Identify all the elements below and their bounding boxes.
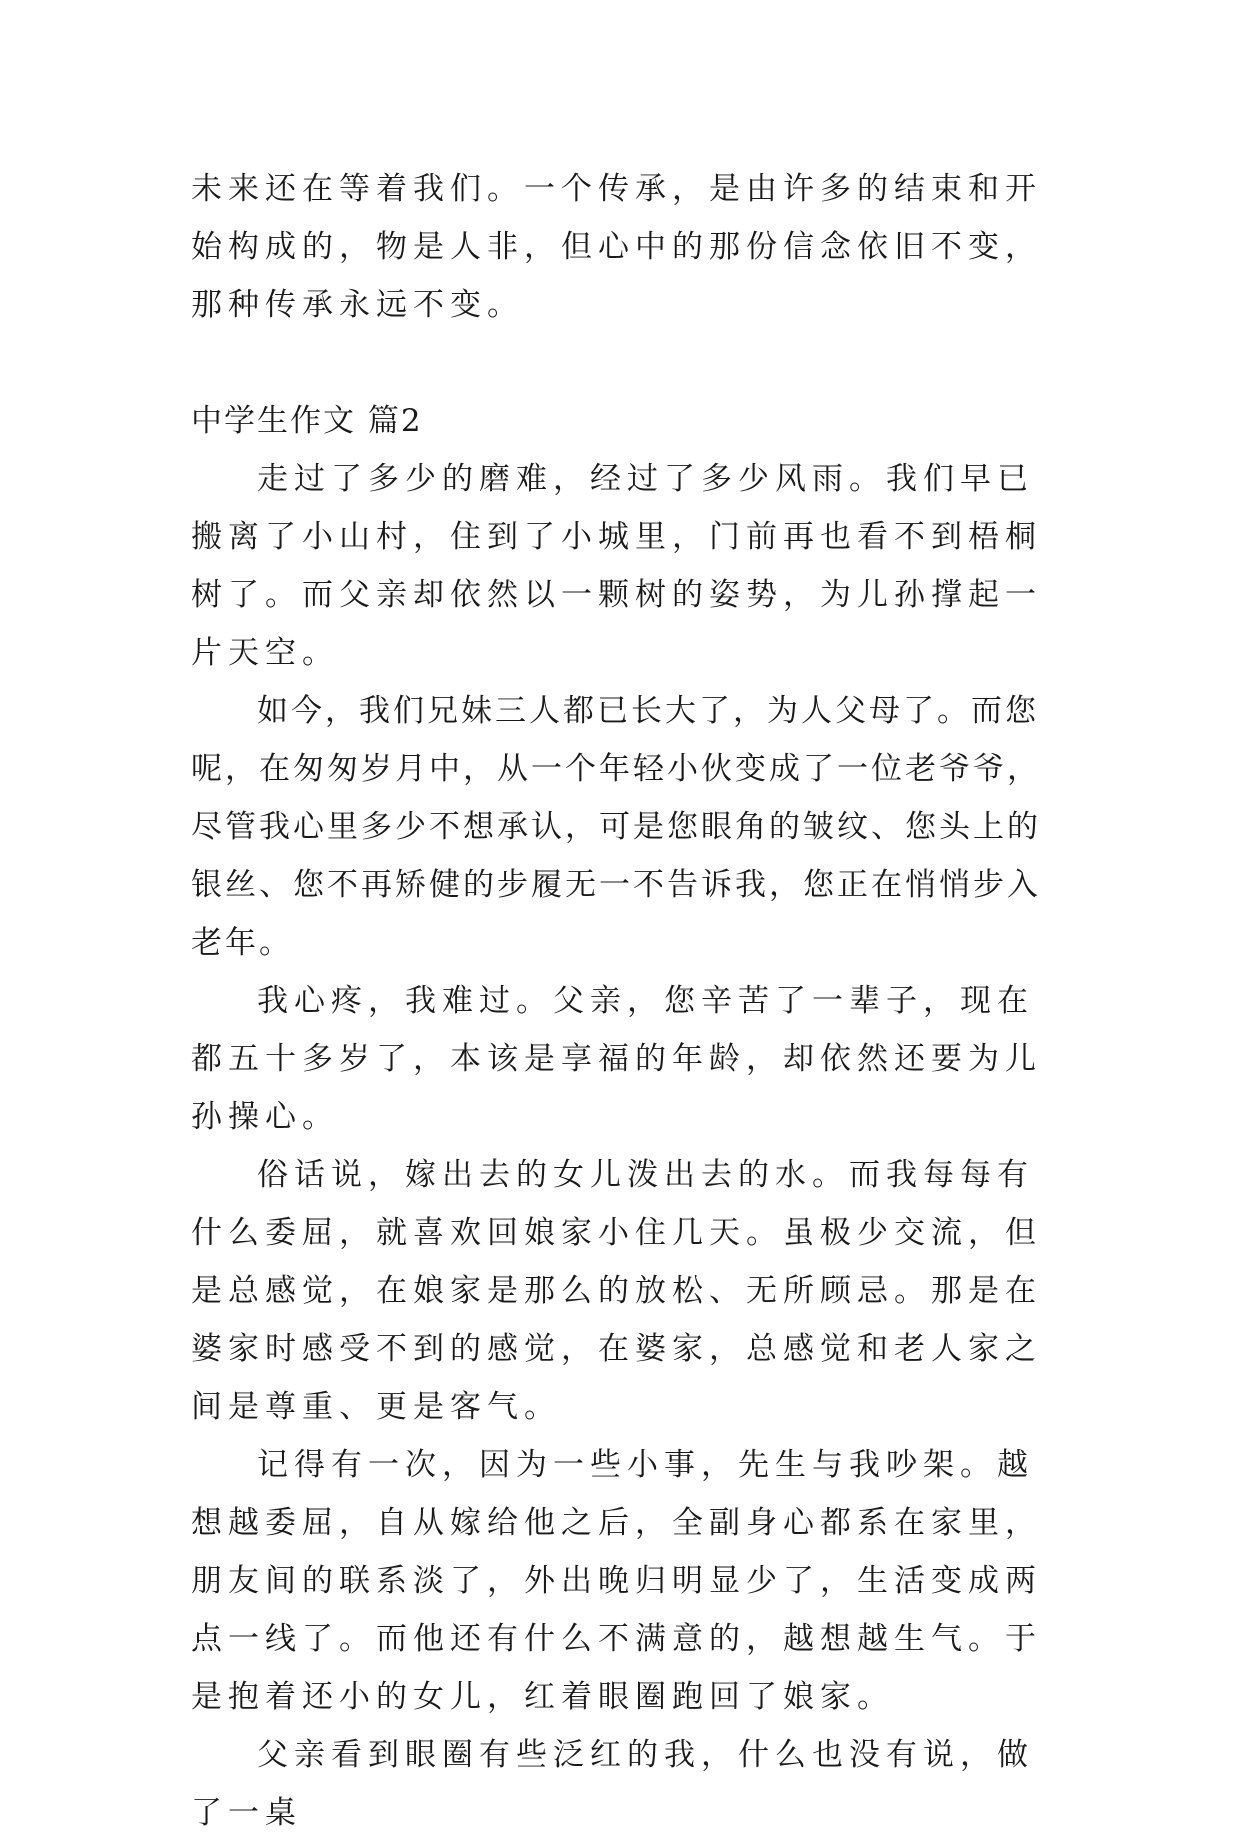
document-body (191, 160, 1051, 1842)
paragraph-2: 如今，我们兄妹三人都已长大了，为人父母了。而您呢，在匆匆岁月中，从一个年轻小伙变成了一位老爷爷，尽管我心里多少不想承认，可是您眼角的皱纹、您头上的银丝、您不再矫健的步履无一不告诉我，您正在悄悄步入老年。 (191, 693, 1041, 961)
section-heading: 中学生作文 篇2 (191, 403, 423, 439)
paragraph-3: 我心疼，我难过。父亲，您辛苦了一辈子，现在都五十多岁了，本该是享福的年龄，却依然还要为儿孙操心。 (191, 983, 1042, 1135)
intro-paragraph: 未来还在等着我们。一个传承，是由许多的结束和开始构成的，物是人非，但心中的那份信念依旧不变，那种传承永远不变。 (191, 171, 1042, 323)
paragraph-1: 走过了多少的磨难，经过了多少风雨。我们早已搬离了小山村，住到了小城里，门前再也看不到梧桐树了。而父亲却依然以一颗树的姿势，为儿孙撑起一片天空。 (191, 461, 1042, 671)
paragraph-6: 父亲看到眼圈有些泛红的我，什么也没有说，做了一桌 (191, 1737, 1034, 1831)
paragraph-4: 俗话说，嫁出去的女儿泼出去的水。而我每每有什么委屈，就喜欢回娘家小住几天。虽极少交流，但是总感觉，在娘家是那么的放松、无所顾忌。那是在婆家时感受不到的感觉，在婆家，总感觉和老人家之间是尊重、更是客气。 (191, 1157, 1042, 1425)
paragraph-5: 记得有一次，因为一些小事，先生与我吵架。越想越委屈，自从嫁给他之后，全副身心都系在家里，朋友间的联系淡了，外出晚归明显少了，生活变成两点一线了。而他还有什么不满意的，越想越生气。于是抱着还小的女儿，红着眼圈跑回了娘家。 (191, 1447, 1042, 1715)
